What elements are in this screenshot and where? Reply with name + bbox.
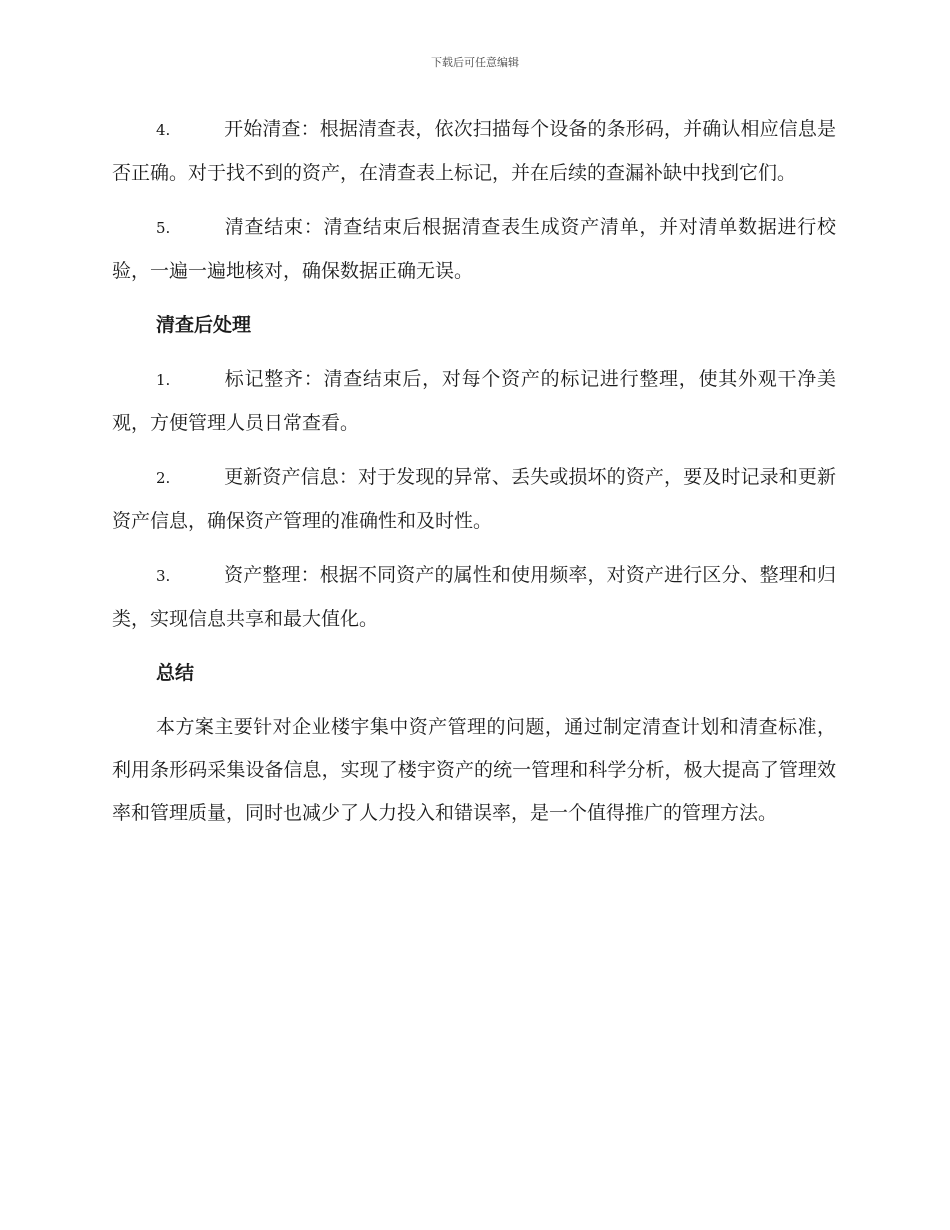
list-item-5: [112, 206, 836, 293]
section-heading-post-processing: 清查后处理: [156, 314, 252, 336]
document-body: [112, 108, 836, 835]
list-item-number: 5.: [156, 219, 171, 237]
page-header-note: 下载后可任意编辑: [431, 56, 519, 69]
list-item-3: [112, 554, 836, 641]
list-item-text: 开始清查：根据清查表，依次扫描每个设备的条形码，并确认相应信息是否正确。对于找不到的资产，在清查表上标记，并在后续的查漏补缺中找到它们。: [112, 118, 836, 184]
list-item-text: 清查结束：清查结束后根据清查表生成资产清单，并对清单数据进行校验，一遍一遍地核对，确保数据正确无误。: [112, 216, 836, 282]
section-heading-summary: 总结: [156, 662, 195, 684]
list-item-text: 标记整齐：清查结束后，对每个资产的标记进行整理，使其外观干净美观，方便管理人员日常查看。: [112, 368, 836, 434]
list-item-number: 1.: [156, 371, 171, 389]
list-item-number: 4.: [156, 121, 171, 139]
list-item-text: 资产整理：根据不同资产的属性和使用频率，对资产进行区分、整理和归类，实现信息共享和最大值化。: [112, 564, 836, 630]
list-item-number: 3.: [156, 567, 171, 585]
list-item-4: [112, 108, 836, 195]
list-item-1: [112, 358, 836, 445]
list-item-2: [112, 456, 836, 543]
list-item-number: 2.: [156, 469, 171, 487]
list-item-text: 更新资产信息：对于发现的异常、丢失或损坏的资产，要及时记录和更新资产信息，确保资产管理的准确性和及时性。: [112, 466, 836, 532]
summary-paragraph: 本方案主要针对企业楼宇集中资产管理的问题，通过制定清查计划和清查标准，利用条形码采集设备信息，实现了楼宇资产的统一管理和科学分析，极大提高了管理效率和管理质量，同时也减少了人力投入和错误率，是一个值得推广的管理方法。: [112, 716, 836, 824]
